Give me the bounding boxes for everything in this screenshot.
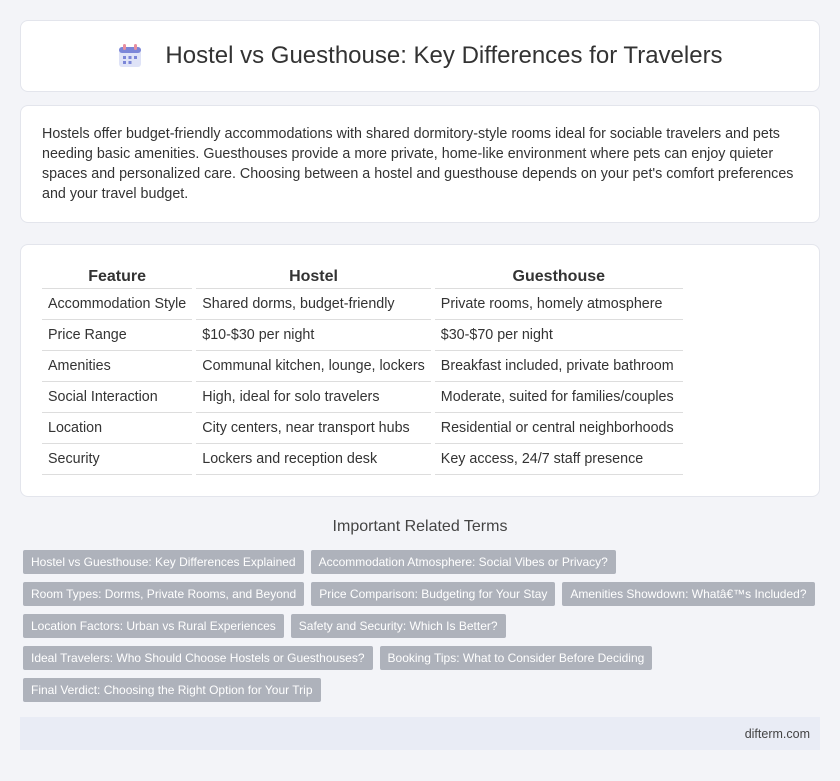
- table-cell: Location: [42, 413, 192, 444]
- related-term-tag[interactable]: Price Comparison: Budgeting for Your Stay: [311, 582, 555, 606]
- table-cell: Moderate, suited for families/couples: [435, 382, 683, 413]
- footer-site[interactable]: difterm.com: [744, 726, 810, 741]
- related-term-tag[interactable]: Location Factors: Urban vs Rural Experiences: [23, 614, 284, 638]
- comparison-card: [20, 244, 820, 497]
- table-cell: Social Interaction: [42, 382, 192, 413]
- column-header-feature: Feature: [42, 265, 192, 289]
- table-row: [42, 413, 683, 444]
- intro-card: [20, 105, 820, 223]
- column-header-hostel: Hostel: [196, 265, 431, 289]
- table-cell: Security: [42, 444, 192, 475]
- related-term-tag[interactable]: Room Types: Dorms, Private Rooms, and Beyond: [23, 582, 304, 606]
- intro-text: Hostels offer budget-friendly accommodations with shared dormitory-style rooms ideal for sociable travelers and pets needing basic amenities. Guesthouses provide a more private, home-like environment where pets can enjoy quieter spaces and personalized care. Choosing between a hostel and guesthouse depends on your pet's comfort preferences and your travel budget.: [42, 126, 794, 202]
- table-cell: Shared dorms, budget-friendly: [196, 289, 431, 320]
- column-header-guesthouse: Guesthouse: [435, 265, 683, 289]
- table-cell: $10-$30 per night: [196, 320, 431, 351]
- related-term-tag[interactable]: Booking Tips: What to Consider Before Deciding: [380, 646, 653, 670]
- table-cell: Breakfast included, private bathroom: [435, 351, 683, 382]
- table-cell: High, ideal for solo travelers: [196, 382, 431, 413]
- table-cell: $30-$70 per night: [435, 320, 683, 351]
- related-terms-list: [23, 550, 823, 710]
- table-row: [42, 320, 683, 351]
- calendar-icon: [117, 43, 143, 69]
- related-term-tag[interactable]: Accommodation Atmosphere: Social Vibes or Privacy?: [311, 550, 616, 574]
- table-header-row: [42, 265, 683, 289]
- header-card: [20, 20, 820, 92]
- related-terms-row: [23, 678, 823, 702]
- table-cell: City centers, near transport hubs: [196, 413, 431, 444]
- table-cell: Accommodation Style: [42, 289, 192, 320]
- related-term-tag[interactable]: Amenities Showdown: Whatâ€™s Included?: [562, 582, 814, 606]
- related-term-tag[interactable]: Final Verdict: Choosing the Right Option for Your Trip: [23, 678, 321, 702]
- table-cell: Residential or central neighborhoods: [435, 413, 683, 444]
- table-cell: Amenities: [42, 351, 192, 382]
- footer: [20, 717, 820, 750]
- table-cell: Key access, 24/7 staff presence: [435, 444, 683, 475]
- table-cell: Communal kitchen, lounge, lockers: [196, 351, 431, 382]
- related-term-tag[interactable]: Safety and Security: Which Is Better?: [291, 614, 506, 638]
- page-title: Hostel vs Guesthouse: Key Differences for Travelers: [165, 42, 723, 69]
- related-term-tag[interactable]: Hostel vs Guesthouse: Key Differences Explained: [23, 550, 304, 574]
- table-row: [42, 444, 683, 475]
- related-terms-title: Important Related Terms: [332, 518, 508, 535]
- related-terms-row: [23, 550, 823, 574]
- related-terms-row: [23, 646, 823, 670]
- table-cell: Lockers and reception desk: [196, 444, 431, 475]
- table-row: [42, 351, 683, 382]
- comparison-table: [38, 265, 687, 475]
- related-terms-row: [23, 614, 823, 638]
- table-row: [42, 289, 683, 320]
- table-cell: Private rooms, homely atmosphere: [435, 289, 683, 320]
- table-cell: Price Range: [42, 320, 192, 351]
- related-term-tag[interactable]: Ideal Travelers: Who Should Choose Hostels or Guesthouses?: [23, 646, 373, 670]
- related-terms-row: [23, 582, 823, 606]
- table-row: [42, 382, 683, 413]
